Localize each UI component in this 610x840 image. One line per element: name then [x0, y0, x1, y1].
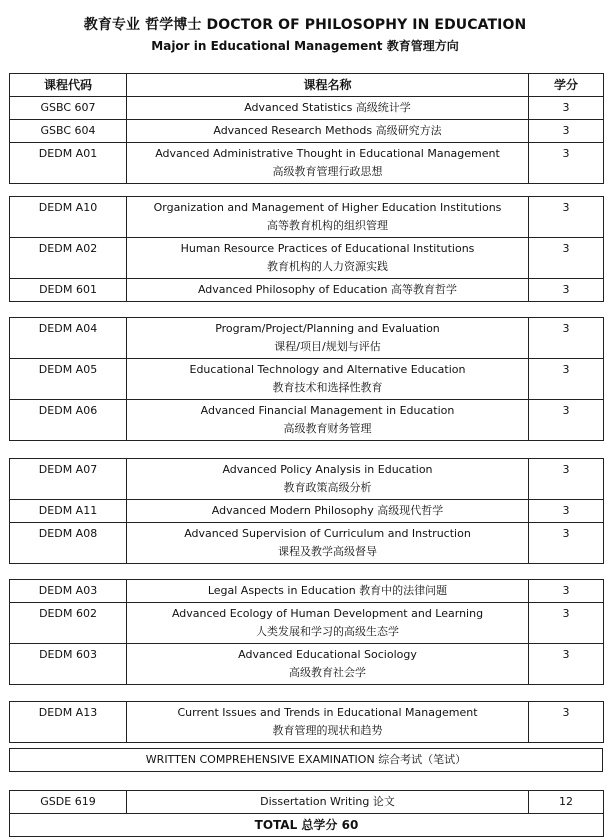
course-name-cn: 教育技术和选择性教育 — [272, 381, 383, 394]
title-en: DOCTOR OF PHILOSOPHY IN EDUCATION — [206, 17, 527, 33]
course-credits: 3 — [529, 702, 604, 743]
dissertation-name-en: Dissertation Writing — [260, 795, 370, 808]
course-name-en: Organization and Management of Higher Education Institutions — [153, 201, 502, 214]
course-name — [127, 500, 529, 523]
course-code: DEDM A02 — [10, 238, 127, 279]
exam-cell — [10, 749, 603, 772]
course-row — [10, 359, 604, 400]
course-name-en: Educational Technology and Alternative Education — [189, 363, 466, 376]
document-subtitle — [0, 37, 610, 54]
course-name — [127, 143, 529, 184]
dissertation-table — [9, 790, 604, 837]
course-credits: 3 — [529, 523, 604, 564]
total-label-cn: 总学分 — [301, 818, 338, 832]
course-credits: 3 — [529, 459, 604, 500]
course-row — [10, 644, 604, 685]
dissertation-name-cn: 论文 — [372, 795, 395, 808]
course-name-cn: 高级教育财务管理 — [283, 422, 372, 435]
total-row — [10, 814, 604, 837]
course-row — [10, 120, 604, 143]
course-name-en: Advanced Administrative Thought in Educational Management — [155, 147, 500, 160]
course-code: DEDM A01 — [10, 143, 127, 184]
course-name-en: Legal Aspects in Education — [207, 584, 356, 597]
course-name-cn: 高级研究方法 — [375, 124, 442, 137]
course-credits: 3 — [529, 400, 604, 441]
course-name — [127, 459, 529, 500]
course-group-3 — [9, 317, 604, 441]
total-cell — [10, 814, 604, 837]
course-credits: 3 — [529, 580, 604, 603]
course-credits: 3 — [529, 644, 604, 685]
dissertation-row — [10, 791, 604, 814]
course-name-cn: 高等教育哲学 — [391, 283, 458, 296]
course-code: DEDM 603 — [10, 644, 127, 685]
course-name-cn: 高级现代哲学 — [377, 504, 444, 517]
course-row — [10, 97, 604, 120]
total-value: 60 — [341, 818, 359, 832]
course-group-5 — [9, 579, 604, 685]
course-name-en: Advanced Policy Analysis in Education — [222, 463, 433, 476]
course-name-cn: 课程及教学高级督导 — [278, 545, 377, 558]
column-header-credits: 学分 — [529, 74, 604, 97]
course-name-en: Advanced Statistics — [244, 101, 353, 114]
course-credits: 3 — [529, 318, 604, 359]
course-row — [10, 143, 604, 184]
course-credits: 3 — [529, 359, 604, 400]
course-name-cn: 教育管理的现状和趋势 — [272, 724, 383, 737]
course-credits: 3 — [529, 238, 604, 279]
course-name — [127, 702, 529, 743]
course-code: DEDM A05 — [10, 359, 127, 400]
course-name-cn: 人类发展和学习的高级生态学 — [256, 625, 399, 638]
course-row — [10, 459, 604, 500]
course-row — [10, 523, 604, 564]
subtitle-en: Major in Educational Management — [151, 39, 383, 53]
course-name-en: Current Issues and Trends in Educational Management — [177, 706, 478, 719]
exam-text-en: WRITTEN COMPREHENSIVE EXAMINATION — [145, 753, 375, 766]
course-table-header — [9, 73, 604, 97]
course-row — [10, 603, 604, 644]
course-group-1 — [9, 96, 604, 184]
total-label-en: TOTAL — [254, 818, 298, 832]
course-code: GSBC 607 — [10, 97, 127, 120]
course-name — [127, 580, 529, 603]
course-credits: 3 — [529, 97, 604, 120]
course-name-cn: 高级统计学 — [355, 101, 411, 114]
table-header-row — [10, 74, 604, 97]
course-row — [10, 400, 604, 441]
course-row — [10, 500, 604, 523]
course-code: DEDM 602 — [10, 603, 127, 644]
course-name — [127, 97, 529, 120]
subtitle-cn: 教育管理方向 — [386, 39, 459, 53]
course-code: DEDM A03 — [10, 580, 127, 603]
course-name — [127, 400, 529, 441]
course-code: DEDM A04 — [10, 318, 127, 359]
course-row — [10, 702, 604, 743]
course-row — [10, 197, 604, 238]
course-credits: 3 — [529, 197, 604, 238]
course-code: DEDM A10 — [10, 197, 127, 238]
exam-text-cn: 综合考试（笔试） — [378, 753, 467, 766]
course-group-4 — [9, 458, 604, 564]
course-name-en: Advanced Ecology of Human Development and Learning — [171, 607, 484, 620]
course-name-cn: 教育中的法律问题 — [359, 584, 448, 597]
course-row — [10, 238, 604, 279]
course-code: DEDM A08 — [10, 523, 127, 564]
course-credits: 3 — [529, 143, 604, 184]
course-name-cn: 高级教育社会学 — [289, 666, 366, 679]
dissertation-name — [127, 791, 529, 814]
course-credits: 3 — [529, 120, 604, 143]
course-credits: 3 — [529, 603, 604, 644]
exam-row — [10, 749, 603, 772]
course-name — [127, 523, 529, 564]
course-row — [10, 318, 604, 359]
column-header-code: 课程代码 — [10, 74, 127, 97]
course-group-2 — [9, 196, 604, 302]
course-code: DEDM A11 — [10, 500, 127, 523]
course-name-en: Advanced Educational Sociology — [238, 648, 417, 661]
course-name-en: Advanced Modern Philosophy — [211, 504, 374, 517]
dissertation-code: GSDE 619 — [10, 791, 127, 814]
course-code: DEDM A06 — [10, 400, 127, 441]
course-group-6 — [9, 701, 604, 743]
course-name — [127, 603, 529, 644]
course-name-en: Advanced Philosophy of Education — [197, 283, 388, 296]
course-credits: 3 — [529, 279, 604, 302]
course-code: DEDM 601 — [10, 279, 127, 302]
course-name-cn: 高等教育机构的组织管理 — [267, 219, 388, 232]
course-name-cn: 教育机构的人力资源实践 — [267, 260, 388, 273]
exam-table — [9, 748, 603, 772]
course-name-en: Advanced Supervision of Curriculum and Instruction — [184, 527, 471, 540]
course-name — [127, 318, 529, 359]
course-name-cn: 课程/项目/规划与评估 — [274, 340, 381, 353]
course-name — [127, 359, 529, 400]
title-cn: 教育专业 哲学博士 — [83, 17, 202, 33]
course-name — [127, 197, 529, 238]
course-code: DEDM A07 — [10, 459, 127, 500]
column-header-name: 课程名称 — [127, 74, 529, 97]
course-name — [127, 644, 529, 685]
course-name — [127, 238, 529, 279]
course-name — [127, 120, 529, 143]
course-credits: 3 — [529, 500, 604, 523]
course-code: GSBC 604 — [10, 120, 127, 143]
course-name-en: Advanced Financial Management in Education — [200, 404, 455, 417]
course-name-en: Human Resource Practices of Educational Institutions — [180, 242, 475, 255]
dissertation-credits: 12 — [529, 791, 604, 814]
course-name-en: Program/Project/Planning and Evaluation — [215, 322, 440, 335]
course-name — [127, 279, 529, 302]
course-name-cn: 高级教育管理行政思想 — [272, 165, 383, 178]
course-row — [10, 279, 604, 302]
document-title — [0, 14, 610, 34]
course-code: DEDM A13 — [10, 702, 127, 743]
course-name-en: Advanced Research Methods — [213, 124, 373, 137]
course-row — [10, 580, 604, 603]
course-name-cn: 教育政策高级分析 — [283, 481, 372, 494]
